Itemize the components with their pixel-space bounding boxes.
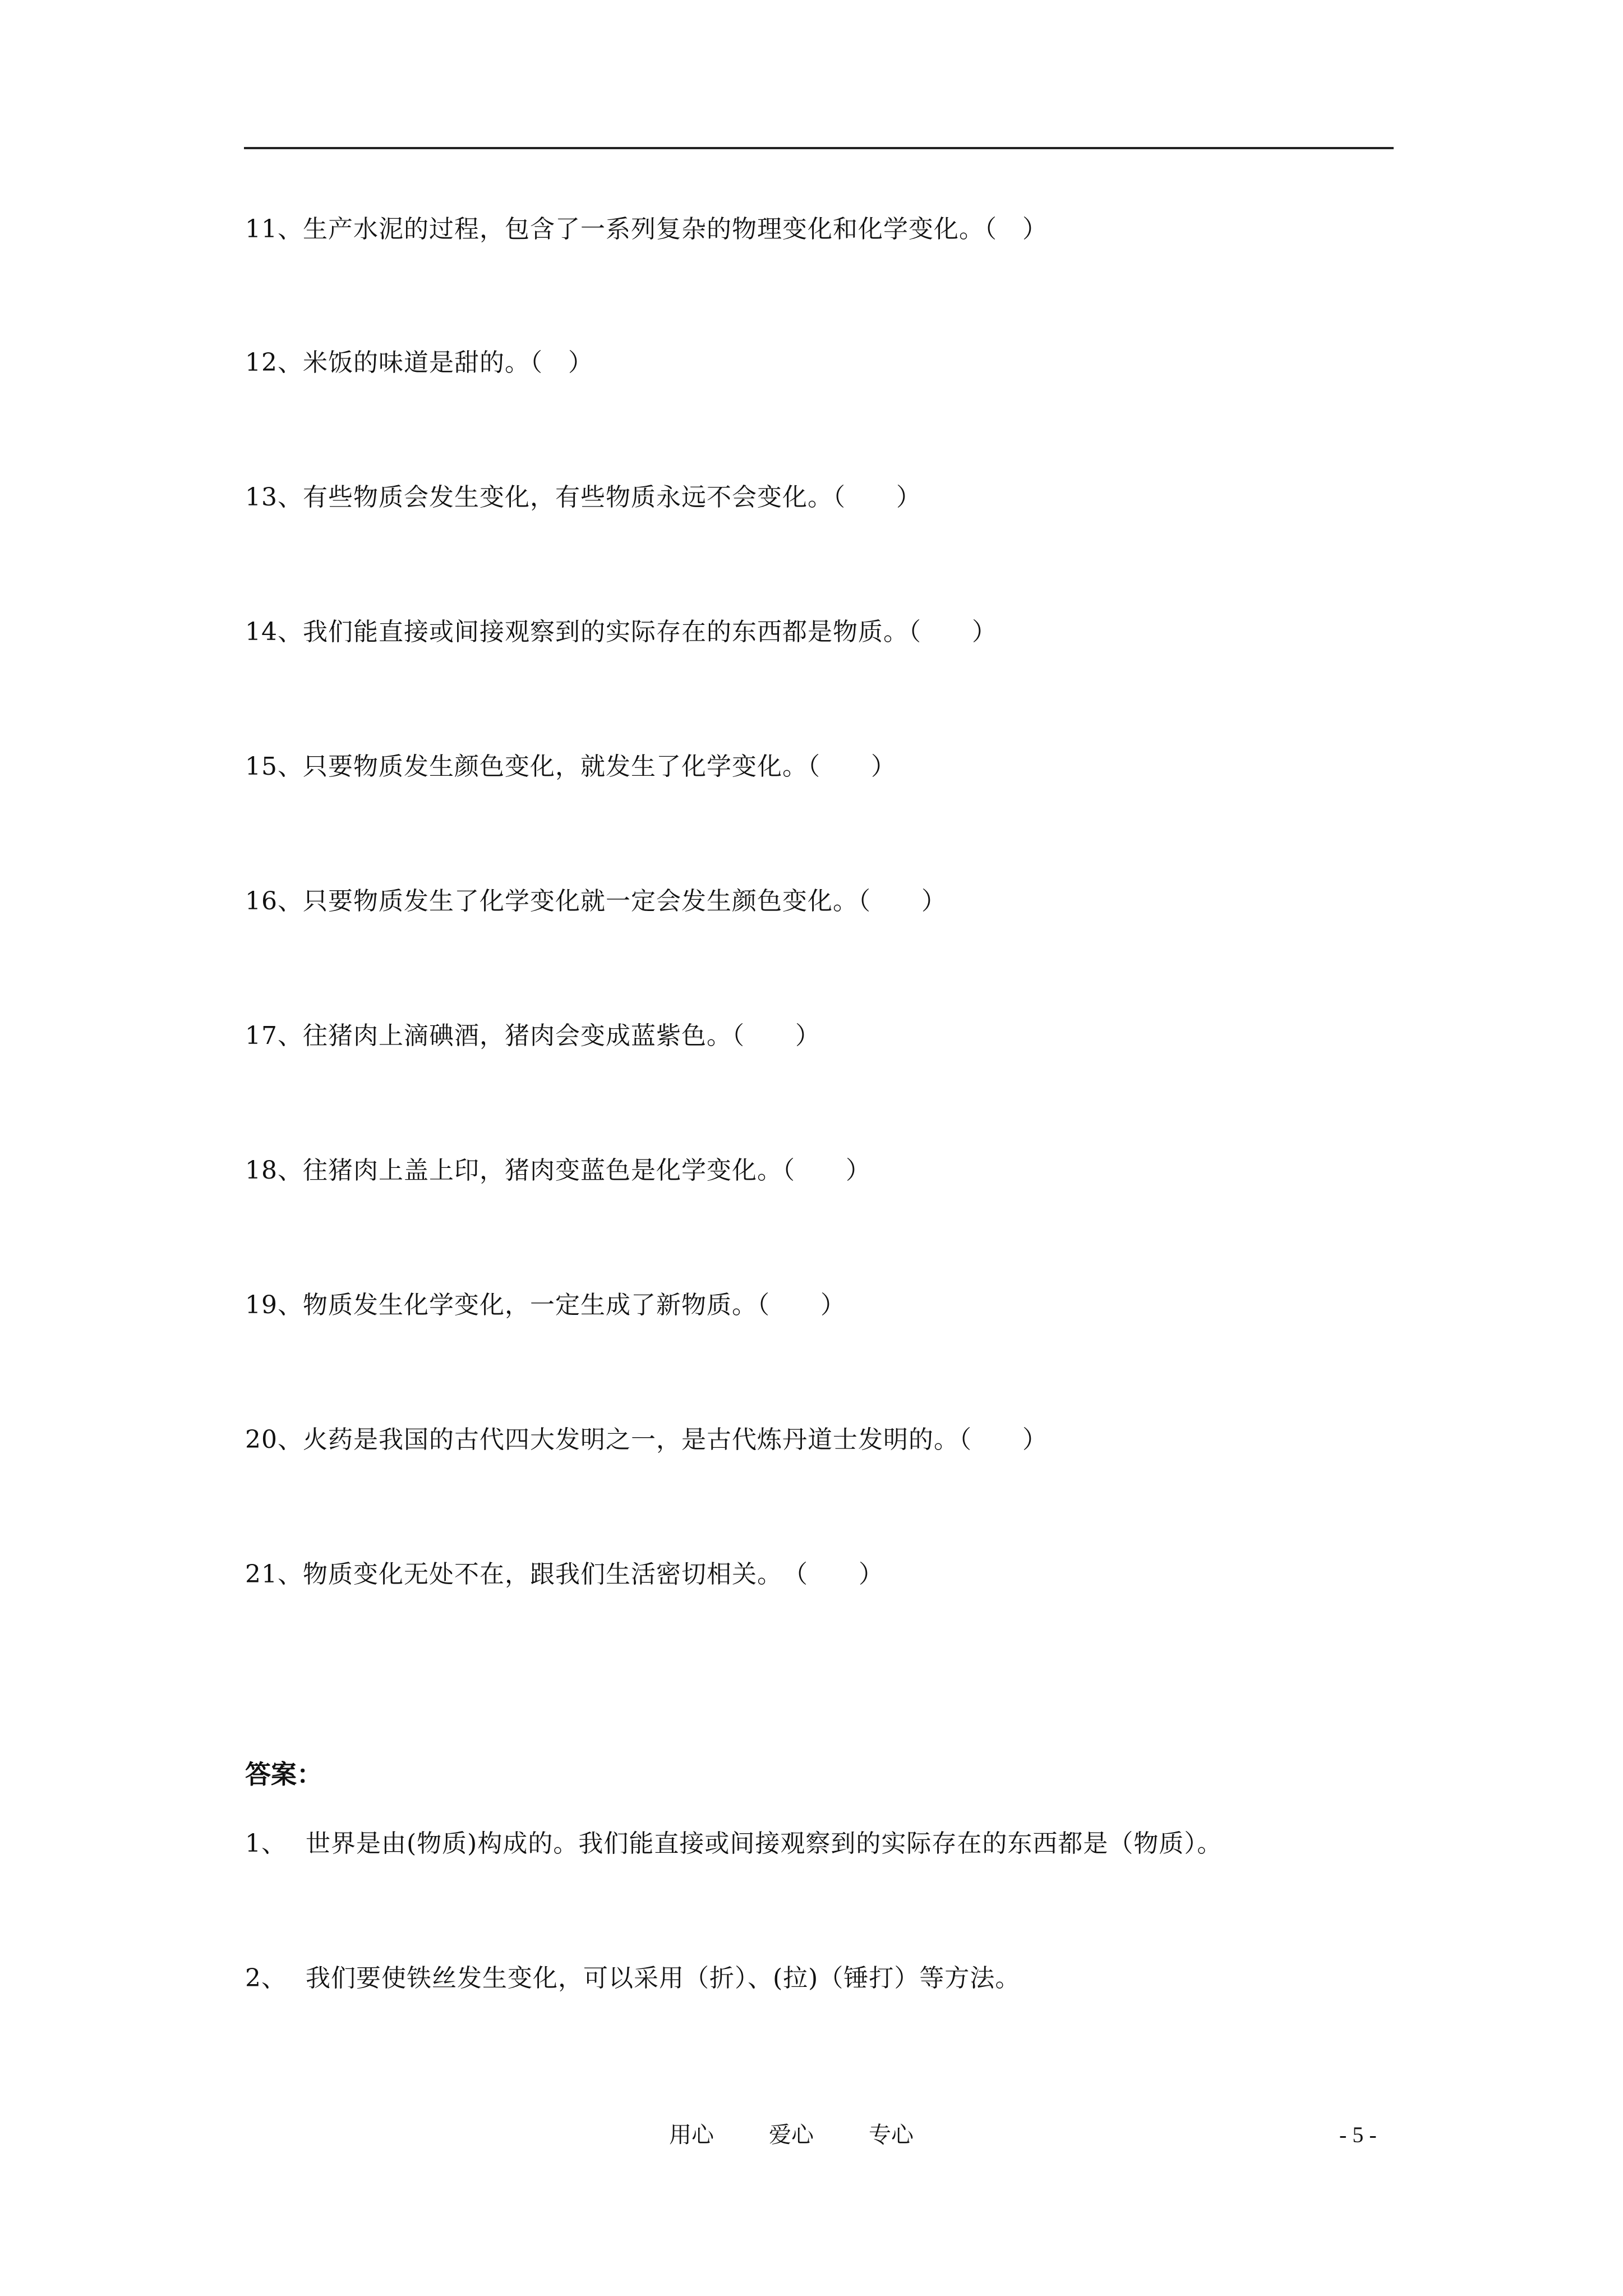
answers-heading: 答案： bbox=[245, 1759, 322, 1789]
question-21: 21、物质变化无处不在，跟我们生活密切相关。 （ ） bbox=[245, 1560, 884, 1589]
question-18: 18、往猪肉上盖上印，猪肉变蓝色是化学变化。（ ） bbox=[245, 1156, 871, 1185]
question-11: 11、生产水泥的过程，包含了一系列复杂的物理变化和化学变化。（ ） bbox=[245, 215, 1048, 243]
answer-1-number: 1、 bbox=[245, 1829, 287, 1858]
question-14: 14、我们能直接或间接观察到的实际存在的东西都是物质。（ ） bbox=[245, 618, 997, 646]
answer-1 bbox=[245, 1827, 1222, 1861]
question-19: 19、物质发生化学变化，一定生成了新物质。（ ） bbox=[245, 1291, 846, 1319]
answer-2-number: 2、 bbox=[245, 1964, 287, 1993]
footer-slogan-2: 爱心 bbox=[769, 2122, 814, 2148]
answer-2 bbox=[245, 1962, 1020, 1995]
header-rule bbox=[244, 147, 1394, 149]
question-16: 16、只要物质发生了化学变化就一定会发生颜色变化。（ ） bbox=[245, 887, 947, 915]
question-17: 17、往猪肉上滴碘酒，猪肉会变成蓝紫色。（ ） bbox=[245, 1022, 820, 1050]
question-20: 20、火药是我国的古代四大发明之一，是古代炼丹道士发明的。（ ） bbox=[245, 1425, 1048, 1454]
answer-1-text: 世界是由(物质)构成的。我们能直接或间接观察到的实际存在的东西都是（物质）。 bbox=[306, 1829, 1223, 1858]
question-13: 13、有些物质会发生变化，有些物质永远不会变化。（ ） bbox=[245, 483, 921, 512]
footer-slogan-1: 用心 bbox=[669, 2122, 714, 2148]
page-number: - 5 - bbox=[1339, 2122, 1377, 2147]
footer-slogan-3: 专心 bbox=[869, 2122, 914, 2148]
question-15: 15、只要物质发生颜色变化，就发生了化学变化。（ ） bbox=[245, 752, 896, 781]
question-12: 12、米饭的味道是甜的。（ ） bbox=[245, 348, 593, 377]
answer-2-text: 我们要使铁丝发生变化，可以采用（折）、(拉)（锤打）等方法。 bbox=[306, 1964, 1021, 1993]
